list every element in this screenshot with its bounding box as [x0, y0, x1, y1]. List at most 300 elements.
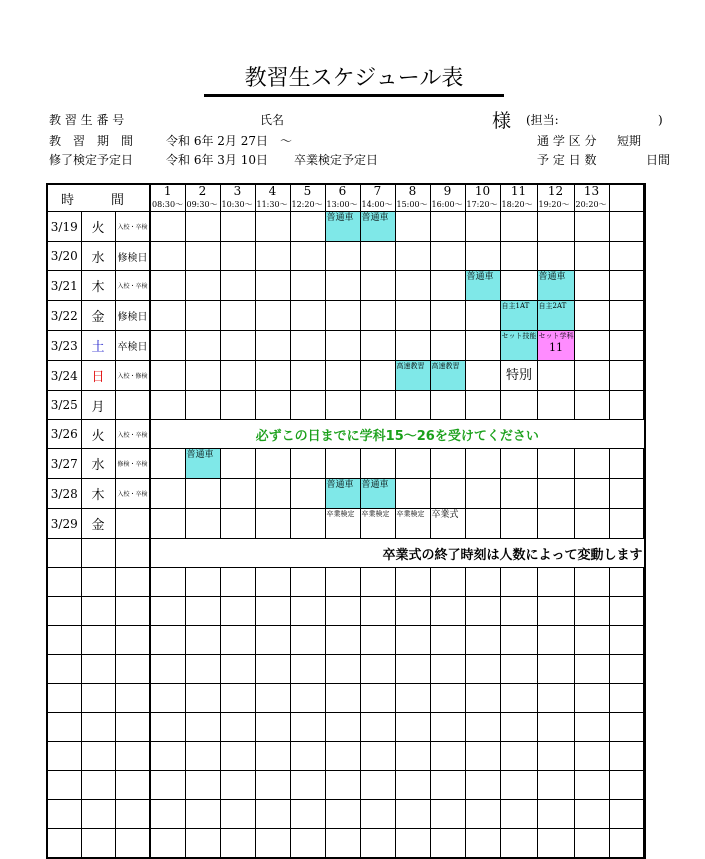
empty-cell[interactable] [395, 771, 430, 800]
empty-cell[interactable] [643, 771, 645, 800]
empty-cell[interactable] [220, 800, 255, 829]
empty-cell[interactable] [325, 829, 360, 859]
empty-cell[interactable] [290, 742, 325, 771]
schedule-cell[interactable] [185, 271, 220, 301]
empty-cell[interactable] [537, 597, 574, 626]
empty-cell[interactable] [360, 800, 395, 829]
lesson-cell[interactable]: 普通車 [465, 271, 500, 301]
empty-cell[interactable] [325, 626, 360, 655]
schedule-cell[interactable] [465, 242, 500, 271]
empty-cell[interactable] [325, 713, 360, 742]
schedule-cell[interactable] [395, 449, 430, 479]
empty-cell[interactable] [395, 655, 430, 684]
empty-cell[interactable] [185, 713, 220, 742]
empty-cell[interactable] [220, 655, 255, 684]
schedule-cell[interactable] [537, 331, 574, 361]
schedule-cell[interactable] [185, 479, 220, 509]
empty-cell[interactable] [150, 568, 185, 597]
empty-cell[interactable] [115, 829, 150, 859]
schedule-cell[interactable] [537, 509, 574, 539]
empty-cell[interactable] [609, 829, 643, 859]
schedule-cell[interactable] [395, 212, 430, 242]
empty-cell[interactable] [430, 626, 465, 655]
schedule-cell[interactable] [220, 242, 255, 271]
schedule-cell[interactable] [537, 242, 574, 271]
schedule-cell[interactable] [255, 361, 290, 391]
schedule-cell[interactable] [395, 301, 430, 331]
schedule-cell[interactable] [500, 212, 537, 242]
empty-cell[interactable] [81, 742, 115, 771]
schedule-cell[interactable] [395, 391, 430, 420]
empty-cell[interactable] [465, 742, 500, 771]
empty-cell[interactable] [430, 829, 465, 859]
empty-cell[interactable] [185, 655, 220, 684]
schedule-cell[interactable] [360, 449, 395, 479]
schedule-cell[interactable] [643, 212, 645, 242]
schedule-cell[interactable] [150, 271, 185, 301]
schedule-cell[interactable] [185, 391, 220, 420]
schedule-cell[interactable] [150, 301, 185, 331]
empty-cell[interactable] [290, 829, 325, 859]
schedule-cell[interactable] [500, 479, 537, 509]
empty-cell[interactable] [185, 684, 220, 713]
empty-cell[interactable] [574, 771, 609, 800]
lesson-cell[interactable]: 普通車 [325, 479, 360, 509]
empty-cell[interactable] [395, 713, 430, 742]
schedule-cell[interactable] [465, 479, 500, 509]
schedule-cell[interactable] [609, 479, 643, 509]
empty-cell[interactable] [255, 568, 290, 597]
empty-cell[interactable] [220, 597, 255, 626]
empty-cell[interactable] [537, 626, 574, 655]
schedule-cell[interactable] [325, 391, 360, 420]
schedule-cell[interactable] [360, 271, 395, 301]
lesson-cell[interactable]: 卒業検定 [325, 509, 360, 539]
empty-cell[interactable] [609, 626, 643, 655]
schedule-cell[interactable] [609, 331, 643, 361]
schedule-cell[interactable] [609, 509, 643, 539]
empty-cell[interactable] [465, 713, 500, 742]
empty-cell[interactable] [395, 742, 430, 771]
empty-cell[interactable] [574, 684, 609, 713]
empty-cell[interactable] [395, 626, 430, 655]
schedule-cell[interactable] [150, 212, 185, 242]
schedule-cell[interactable] [290, 361, 325, 391]
empty-cell[interactable] [430, 771, 465, 800]
empty-cell[interactable] [115, 597, 150, 626]
empty-cell[interactable] [537, 829, 574, 859]
empty-cell[interactable] [609, 771, 643, 800]
schedule-cell[interactable] [465, 509, 500, 539]
empty-cell[interactable] [185, 800, 220, 829]
empty-cell[interactable] [290, 771, 325, 800]
schedule-cell[interactable] [290, 301, 325, 331]
empty-cell[interactable] [537, 800, 574, 829]
empty-cell[interactable] [360, 742, 395, 771]
schedule-cell[interactable] [255, 331, 290, 361]
empty-cell[interactable] [47, 597, 81, 626]
schedule-cell[interactable] [150, 479, 185, 509]
empty-cell[interactable] [150, 597, 185, 626]
empty-cell[interactable] [47, 829, 81, 859]
empty-cell[interactable] [185, 742, 220, 771]
empty-cell[interactable] [643, 655, 645, 684]
schedule-cell[interactable] [537, 212, 574, 242]
schedule-cell[interactable] [290, 271, 325, 301]
empty-cell[interactable] [255, 684, 290, 713]
empty-cell[interactable] [643, 626, 645, 655]
schedule-cell[interactable] [537, 479, 574, 509]
schedule-cell[interactable] [220, 212, 255, 242]
schedule-cell[interactable] [574, 479, 609, 509]
schedule-cell[interactable] [395, 479, 430, 509]
empty-cell[interactable] [325, 771, 360, 800]
schedule-cell[interactable] [574, 242, 609, 271]
schedule-cell[interactable] [220, 449, 255, 479]
empty-cell[interactable] [500, 800, 537, 829]
schedule-cell[interactable] [255, 509, 290, 539]
schedule-cell[interactable] [609, 242, 643, 271]
empty-cell[interactable] [47, 655, 81, 684]
empty-cell[interactable] [325, 597, 360, 626]
schedule-cell[interactable] [537, 391, 574, 420]
schedule-cell[interactable] [220, 509, 255, 539]
lesson-cell[interactable]: 普通車 [325, 212, 360, 242]
schedule-cell[interactable] [220, 391, 255, 420]
schedule-cell[interactable] [290, 391, 325, 420]
lesson-cell[interactable]: 普通車 [360, 212, 395, 242]
schedule-cell[interactable] [465, 449, 500, 479]
empty-cell[interactable] [220, 626, 255, 655]
schedule-cell[interactable] [500, 391, 537, 420]
empty-cell[interactable] [500, 597, 537, 626]
schedule-cell[interactable] [430, 479, 465, 509]
lesson-cell[interactable]: 自主1AT [500, 301, 537, 331]
empty-cell[interactable] [47, 713, 81, 742]
empty-cell[interactable] [465, 829, 500, 859]
schedule-cell[interactable] [290, 331, 325, 361]
schedule-cell[interactable] [360, 331, 395, 361]
empty-cell[interactable] [609, 568, 643, 597]
schedule-cell[interactable] [150, 361, 185, 391]
empty-cell[interactable] [500, 655, 537, 684]
empty-cell[interactable] [81, 684, 115, 713]
schedule-cell[interactable] [574, 449, 609, 479]
empty-cell[interactable] [290, 800, 325, 829]
empty-cell[interactable] [465, 771, 500, 800]
lesson-cell[interactable]: 高速教習 [430, 361, 465, 391]
empty-cell[interactable] [220, 684, 255, 713]
schedule-cell[interactable] [360, 301, 395, 331]
schedule-cell[interactable] [500, 271, 537, 301]
schedule-cell[interactable] [643, 449, 645, 479]
empty-cell[interactable] [609, 655, 643, 684]
empty-cell[interactable] [574, 597, 609, 626]
empty-cell[interactable] [150, 800, 185, 829]
schedule-cell[interactable] [220, 331, 255, 361]
schedule-cell[interactable] [430, 212, 465, 242]
empty-cell[interactable] [220, 771, 255, 800]
schedule-cell[interactable] [430, 271, 465, 301]
schedule-cell[interactable] [430, 242, 465, 271]
lesson-cell[interactable]: 普通車 [185, 449, 220, 479]
empty-cell[interactable] [81, 568, 115, 597]
empty-cell[interactable] [430, 742, 465, 771]
schedule-cell[interactable] [609, 449, 643, 479]
schedule-cell[interactable] [643, 301, 645, 331]
schedule-cell[interactable] [574, 361, 609, 391]
empty-cell[interactable] [360, 568, 395, 597]
schedule-cell[interactable] [325, 242, 360, 271]
schedule-cell[interactable] [465, 361, 500, 391]
schedule-cell[interactable] [574, 331, 609, 361]
schedule-cell[interactable] [185, 331, 220, 361]
empty-cell[interactable] [395, 800, 430, 829]
schedule-cell[interactable] [430, 301, 465, 331]
empty-cell[interactable] [609, 597, 643, 626]
schedule-cell[interactable] [574, 509, 609, 539]
lesson-cell[interactable]: 高速教習 [395, 361, 430, 391]
empty-cell[interactable] [609, 684, 643, 713]
empty-cell[interactable] [574, 800, 609, 829]
empty-cell[interactable] [290, 713, 325, 742]
empty-cell[interactable] [500, 829, 537, 859]
empty-cell[interactable] [81, 800, 115, 829]
schedule-cell[interactable] [290, 479, 325, 509]
lesson-cell[interactable]: 卒業検定 [360, 509, 395, 539]
empty-cell[interactable] [574, 742, 609, 771]
lesson-cell[interactable]: 特別 [500, 361, 537, 391]
empty-cell[interactable] [115, 713, 150, 742]
empty-cell[interactable] [465, 655, 500, 684]
schedule-cell[interactable] [255, 212, 290, 242]
empty-cell[interactable] [185, 568, 220, 597]
empty-cell[interactable] [81, 713, 115, 742]
schedule-cell[interactable] [395, 271, 430, 301]
empty-cell[interactable] [643, 713, 645, 742]
empty-cell[interactable] [430, 597, 465, 626]
schedule-cell[interactable] [643, 271, 645, 301]
empty-cell[interactable] [430, 800, 465, 829]
empty-cell[interactable] [537, 742, 574, 771]
schedule-cell[interactable] [643, 509, 645, 539]
empty-cell[interactable] [360, 626, 395, 655]
empty-cell[interactable] [115, 655, 150, 684]
empty-cell[interactable] [47, 800, 81, 829]
empty-cell[interactable] [47, 626, 81, 655]
empty-cell[interactable] [395, 568, 430, 597]
empty-cell[interactable] [185, 829, 220, 859]
schedule-cell[interactable] [255, 449, 290, 479]
schedule-cell[interactable] [609, 391, 643, 420]
empty-cell[interactable] [500, 742, 537, 771]
empty-cell[interactable] [643, 829, 645, 859]
empty-cell[interactable] [537, 655, 574, 684]
lesson-cell[interactable]: 普通車 [360, 479, 395, 509]
empty-cell[interactable] [81, 771, 115, 800]
empty-cell[interactable] [115, 771, 150, 800]
schedule-cell[interactable] [255, 242, 290, 271]
empty-cell[interactable] [500, 713, 537, 742]
empty-cell[interactable] [81, 829, 115, 859]
schedule-cell[interactable] [255, 391, 290, 420]
schedule-cell[interactable] [325, 361, 360, 391]
empty-cell[interactable] [325, 742, 360, 771]
empty-cell[interactable] [574, 713, 609, 742]
empty-cell[interactable] [609, 742, 643, 771]
empty-cell[interactable] [150, 713, 185, 742]
empty-cell[interactable] [115, 626, 150, 655]
empty-cell[interactable] [500, 771, 537, 800]
empty-cell[interactable] [465, 684, 500, 713]
schedule-cell[interactable] [255, 301, 290, 331]
empty-cell[interactable] [150, 626, 185, 655]
empty-cell[interactable] [325, 655, 360, 684]
empty-cell[interactable] [609, 800, 643, 829]
schedule-cell[interactable] [500, 242, 537, 271]
empty-cell[interactable] [643, 800, 645, 829]
empty-cell[interactable] [537, 713, 574, 742]
empty-cell[interactable] [643, 742, 645, 771]
schedule-cell[interactable] [430, 331, 465, 361]
schedule-cell[interactable] [150, 391, 185, 420]
empty-cell[interactable] [465, 568, 500, 597]
empty-cell[interactable] [325, 684, 360, 713]
empty-cell[interactable] [255, 713, 290, 742]
empty-cell[interactable] [220, 742, 255, 771]
schedule-cell[interactable] [609, 271, 643, 301]
schedule-cell[interactable] [150, 242, 185, 271]
empty-cell[interactable] [81, 655, 115, 684]
schedule-cell[interactable] [537, 361, 574, 391]
schedule-cell[interactable] [360, 391, 395, 420]
empty-cell[interactable] [574, 829, 609, 859]
schedule-cell[interactable] [643, 479, 645, 509]
empty-cell[interactable] [115, 684, 150, 713]
schedule-cell[interactable] [465, 391, 500, 420]
schedule-cell[interactable] [325, 449, 360, 479]
empty-cell[interactable] [220, 829, 255, 859]
empty-cell[interactable] [395, 684, 430, 713]
schedule-cell[interactable] [185, 212, 220, 242]
schedule-cell[interactable] [290, 449, 325, 479]
empty-cell[interactable] [360, 771, 395, 800]
empty-cell[interactable] [360, 597, 395, 626]
schedule-cell[interactable] [430, 449, 465, 479]
empty-cell[interactable] [574, 655, 609, 684]
empty-cell[interactable] [609, 713, 643, 742]
schedule-cell[interactable] [395, 331, 430, 361]
empty-cell[interactable] [220, 568, 255, 597]
schedule-cell[interactable] [537, 449, 574, 479]
empty-cell[interactable] [150, 655, 185, 684]
schedule-cell[interactable] [643, 242, 645, 271]
empty-cell[interactable] [150, 771, 185, 800]
empty-cell[interactable] [150, 684, 185, 713]
schedule-cell[interactable] [500, 509, 537, 539]
empty-cell[interactable] [255, 771, 290, 800]
schedule-cell[interactable] [185, 301, 220, 331]
empty-cell[interactable] [465, 626, 500, 655]
empty-cell[interactable] [47, 771, 81, 800]
empty-cell[interactable] [325, 800, 360, 829]
schedule-cell[interactable] [290, 242, 325, 271]
empty-cell[interactable] [81, 626, 115, 655]
empty-cell[interactable] [290, 568, 325, 597]
empty-cell[interactable] [115, 568, 150, 597]
schedule-cell[interactable] [465, 331, 500, 361]
empty-cell[interactable] [395, 597, 430, 626]
schedule-cell[interactable] [465, 301, 500, 331]
schedule-cell[interactable] [609, 212, 643, 242]
empty-cell[interactable] [360, 829, 395, 859]
empty-cell[interactable] [643, 684, 645, 713]
schedule-cell[interactable] [430, 391, 465, 420]
schedule-cell[interactable] [220, 271, 255, 301]
empty-cell[interactable] [395, 829, 430, 859]
empty-cell[interactable] [574, 568, 609, 597]
schedule-cell[interactable] [185, 242, 220, 271]
empty-cell[interactable] [290, 684, 325, 713]
empty-cell[interactable] [185, 597, 220, 626]
empty-cell[interactable] [47, 742, 81, 771]
empty-cell[interactable] [255, 626, 290, 655]
lesson-cell[interactable]: セット技能 [500, 331, 537, 361]
schedule-cell[interactable] [255, 479, 290, 509]
empty-cell[interactable] [465, 800, 500, 829]
empty-cell[interactable] [465, 597, 500, 626]
empty-cell[interactable] [574, 626, 609, 655]
empty-cell[interactable] [643, 568, 645, 597]
schedule-cell[interactable] [465, 212, 500, 242]
schedule-cell[interactable] [360, 242, 395, 271]
empty-cell[interactable] [150, 829, 185, 859]
schedule-cell[interactable] [185, 361, 220, 391]
empty-cell[interactable] [81, 597, 115, 626]
schedule-cell[interactable] [574, 271, 609, 301]
schedule-cell[interactable] [220, 301, 255, 331]
empty-cell[interactable] [360, 684, 395, 713]
empty-cell[interactable] [290, 597, 325, 626]
empty-cell[interactable] [115, 800, 150, 829]
schedule-cell[interactable] [643, 331, 645, 361]
empty-cell[interactable] [255, 742, 290, 771]
empty-cell[interactable] [185, 771, 220, 800]
empty-cell[interactable] [255, 829, 290, 859]
empty-cell[interactable] [47, 684, 81, 713]
schedule-cell[interactable] [255, 271, 290, 301]
lesson-cell[interactable]: 卒業検定 [395, 509, 430, 539]
empty-cell[interactable] [255, 597, 290, 626]
empty-cell[interactable] [430, 655, 465, 684]
empty-cell[interactable] [430, 568, 465, 597]
empty-cell[interactable] [537, 684, 574, 713]
schedule-cell[interactable] [609, 301, 643, 331]
schedule-cell[interactable] [220, 479, 255, 509]
empty-cell[interactable] [360, 713, 395, 742]
lesson-cell[interactable]: 卒業式 [430, 509, 465, 539]
empty-cell[interactable] [185, 626, 220, 655]
empty-cell[interactable] [220, 713, 255, 742]
schedule-cell[interactable] [395, 242, 430, 271]
empty-cell[interactable] [255, 800, 290, 829]
schedule-cell[interactable] [290, 212, 325, 242]
schedule-cell[interactable] [150, 449, 185, 479]
schedule-cell[interactable] [500, 449, 537, 479]
schedule-cell[interactable] [574, 301, 609, 331]
empty-cell[interactable] [537, 568, 574, 597]
schedule-cell[interactable] [290, 509, 325, 539]
